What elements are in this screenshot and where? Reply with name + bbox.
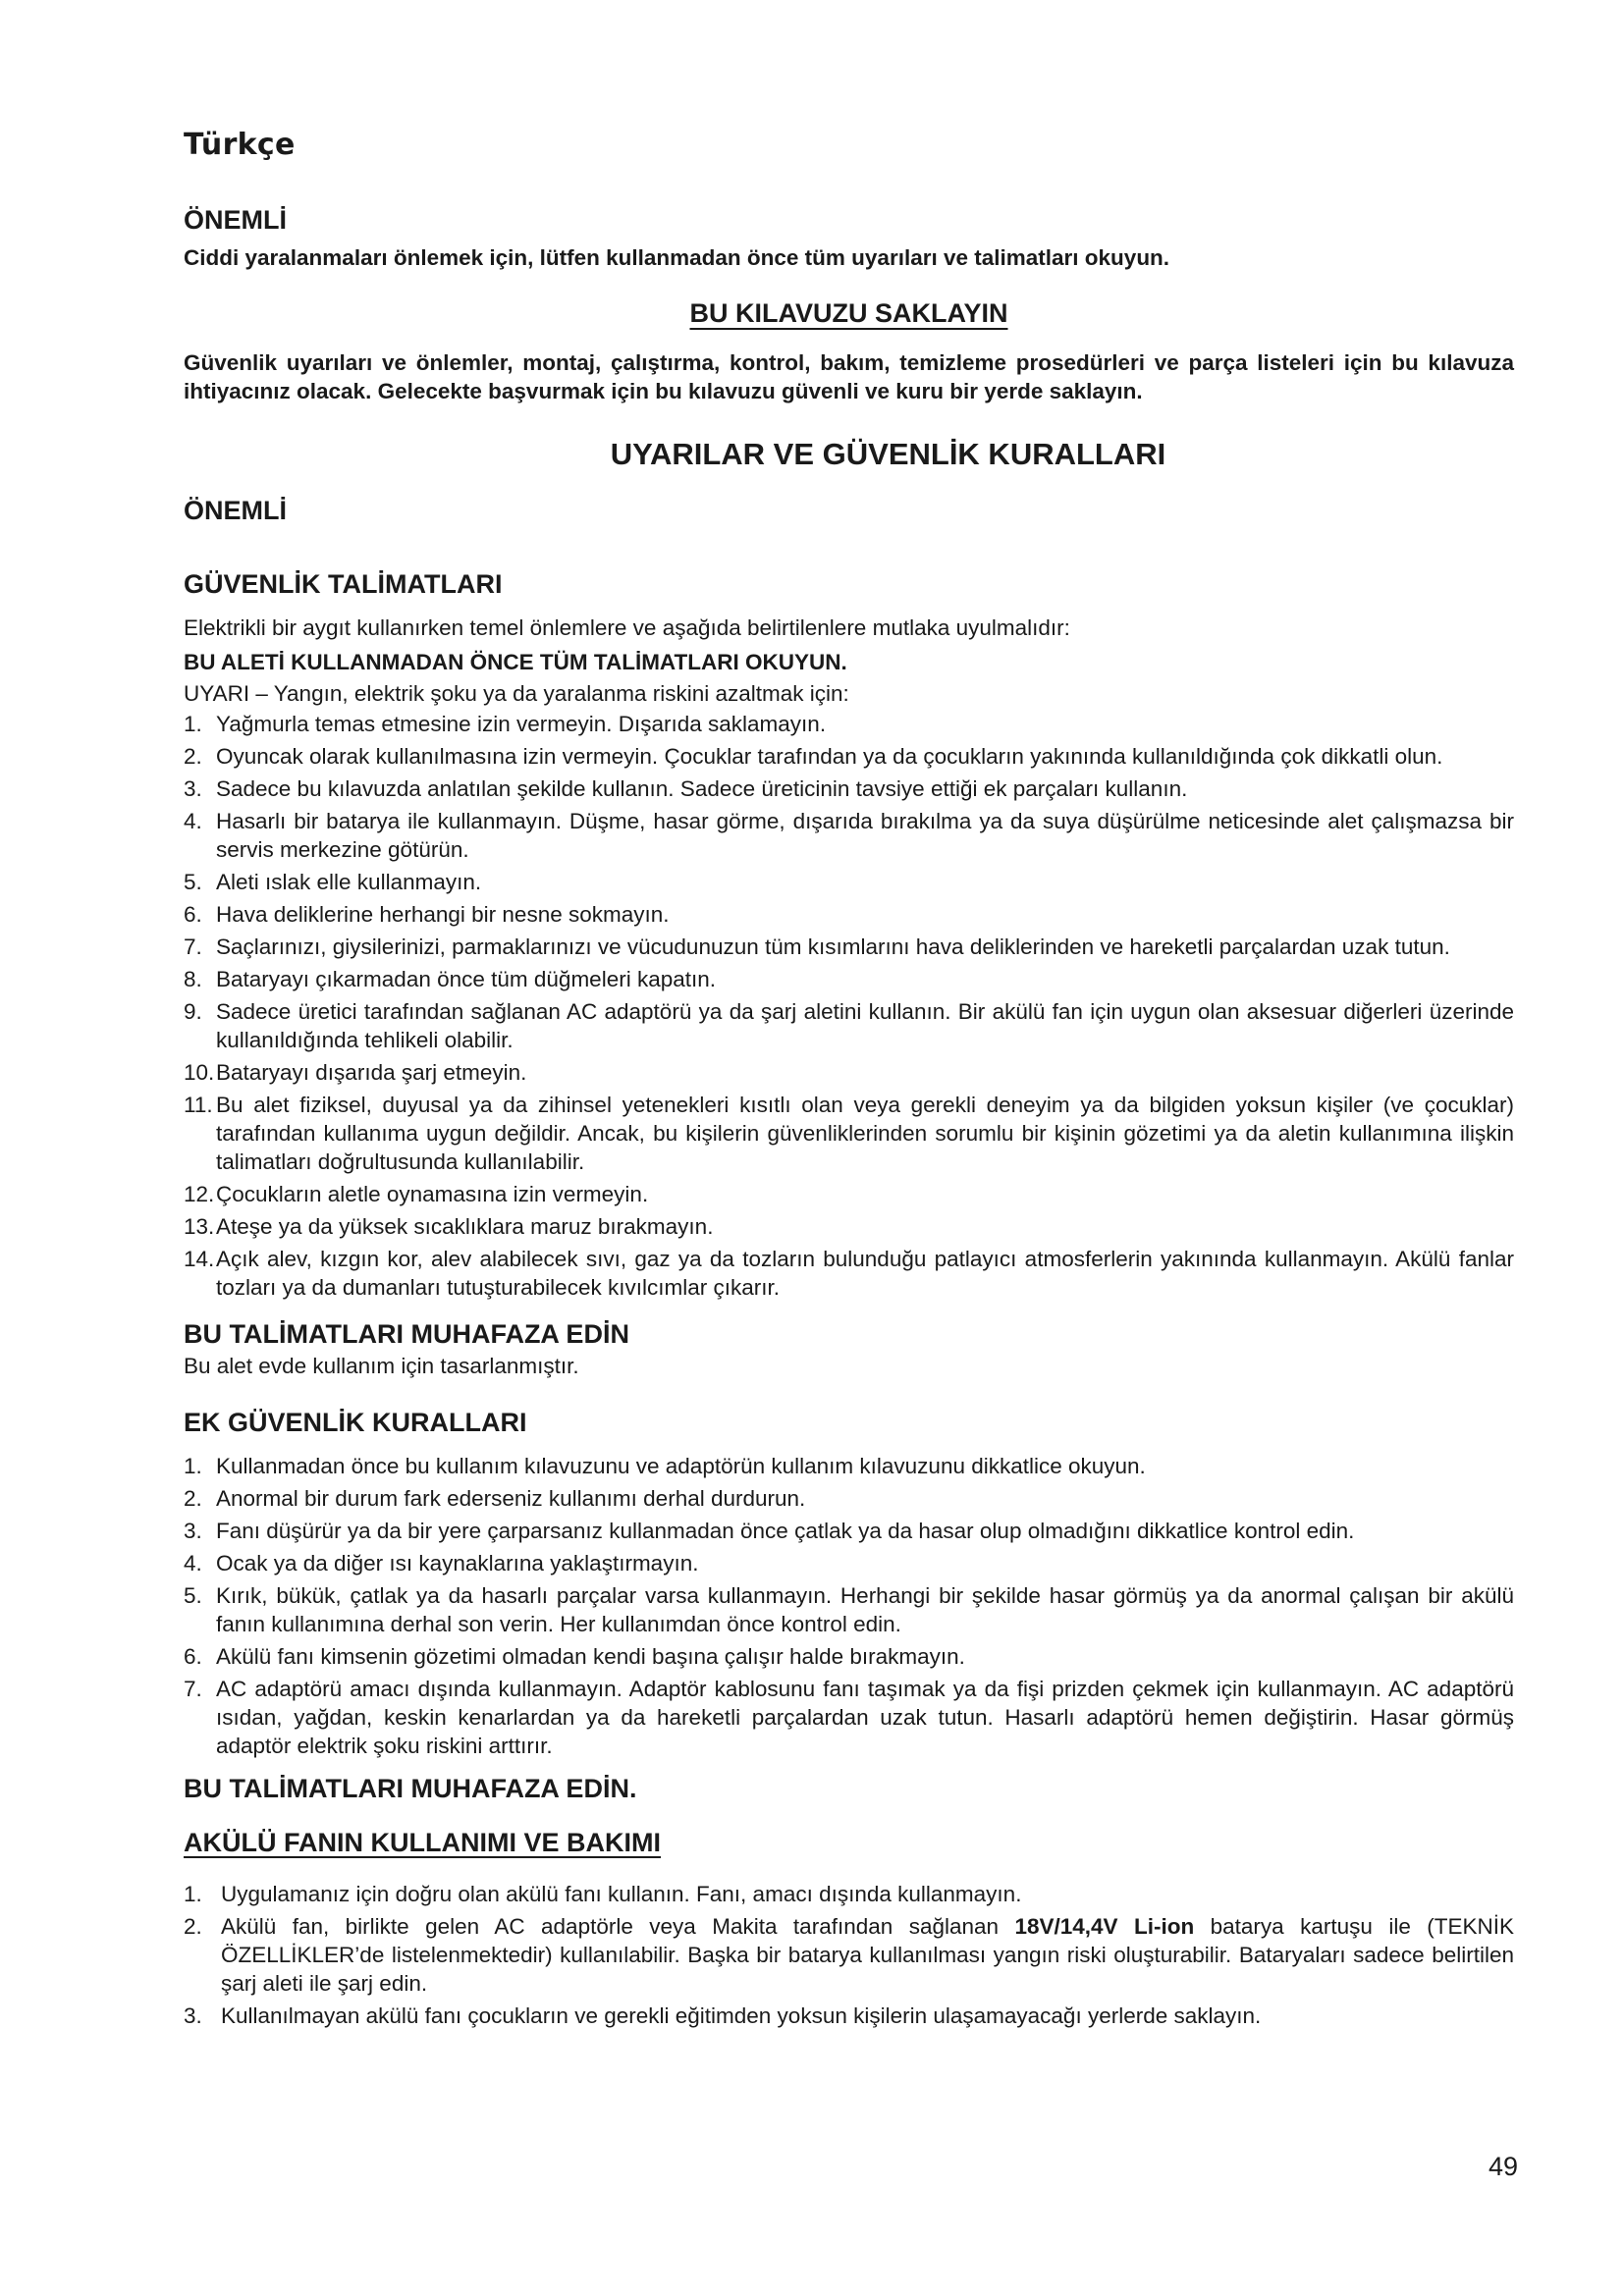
list-item xyxy=(184,997,1514,1054)
item-text-part: batarya kartuşu ile (TEKNİK ÖZELLİKLER’de listelenmektedir) kullanılabilir. Başka bir batarya kullanılması yangın riski oluşturabilir. Bataryaları sadece belirtilen şarj aleti ile şarj edin. xyxy=(221,1914,1515,1996)
item-number: 2. xyxy=(184,1914,202,1939)
list-item xyxy=(184,1675,1514,1760)
item-number: 7. xyxy=(184,1677,202,1701)
item-text: Açık alev, kızgın kor, alev alabilecek sıvı, gaz ya da tozların bulunduğu patlayıcı atmosferlerin yakınında kullanmayın. Akülü fanlar tozları ya da dumanları tutuşturabilecek kıvılcımlar çıkarır. xyxy=(216,1247,1514,1300)
language-heading: Türkçe xyxy=(184,128,296,162)
important-notice: Ciddi yaralanmaları önlemek için, lütfen kullanmadan önce tüm uyarıları ve talimatları okuyun. xyxy=(184,245,1170,270)
list-item xyxy=(184,1880,1514,1908)
item-text: Kullanmadan önce bu kullanım kılavuzunu ve adaptörün kullanım kılavuzunu dikkatlice okuyun. xyxy=(216,1454,1146,1478)
keep-manual-text: Güvenlik uyarıları ve önlemler, montaj, çalıştırma, kontrol, bakım, temizleme prosedürleri ve parça listeleri için bu kılavuza ihtiyacınız olacak. Gelecekte başvurmak için bu kılavuzu güvenli ve kuru bir yerde saklayın. xyxy=(184,350,1514,403)
page-number: 49 xyxy=(1488,2152,1518,2181)
item-text: Ateşe ya da yüksek sıcaklıklara maruz bırakmayın. xyxy=(216,1214,714,1239)
list-item xyxy=(184,900,1514,929)
list-item xyxy=(184,1180,1514,1208)
item-number: 5. xyxy=(184,1583,202,1608)
safety-intro: Elektrikli bir aygıt kullanırken temel önlemlere ve aşağıda belirtilenlere mutlaka uyulmalıdır: xyxy=(184,615,1070,640)
list-item xyxy=(184,1912,1514,1998)
item-text: Kullanılmayan akülü fanı çocukların ve gerekli eğitimden yoksun kişilerin ulaşamayacağı yerlerde saklayın. xyxy=(221,2003,1262,2028)
item-text: Aleti ıslak elle kullanmayın. xyxy=(216,870,482,894)
item-text: Uygulamanız için doğru olan akülü fanı kullanın. Fanı, amacı dışında kullanmayın. xyxy=(221,1882,1022,1906)
item-number: 4. xyxy=(184,1551,202,1575)
item-text: Yağmurla temas etmesine izin vermeyin. Dışarıda saklamayın. xyxy=(216,712,827,736)
safety-list xyxy=(184,710,1514,1302)
item-number: 14. xyxy=(184,1247,215,1271)
item-number: 9. xyxy=(184,999,202,1024)
item-number: 11. xyxy=(184,1093,213,1117)
list-item xyxy=(184,742,1514,771)
item-number: 7. xyxy=(184,934,202,959)
important-heading: ÖNEMLİ xyxy=(184,205,287,235)
list-item xyxy=(184,1212,1514,1241)
item-text: Hava deliklerine herhangi bir nesne sokmayın. xyxy=(216,902,670,927)
list-item xyxy=(184,1484,1514,1513)
item-text: Bu alet fiziksel, duyusal ya da zihinsel yetenekleri kısıtlı olan veya gerekli deneyim ya da bilgiden yoksun kişiler (ve çocuklar) tarafından kullanıma uygun değildir. Ancak, bu kişilerin güvenliklerinden sorumlu bir kişinin gözetimi ya da aletin kullanımına ilişkin talimatları doğrultusunda kullanılabilir. xyxy=(216,1093,1514,1174)
item-number: 1. xyxy=(184,712,202,736)
care-heading xyxy=(184,1828,1514,1858)
item-number: 6. xyxy=(184,1644,202,1669)
item-text xyxy=(221,1912,1514,1998)
important-heading-2: ÖNEMLİ xyxy=(184,496,287,525)
item-number: 1. xyxy=(184,1454,202,1478)
item-text: Sadece bu kılavuzda anlatılan şekilde kullanın. Sadece üreticinin tavsiye ettiği ek parçaları kullanın. xyxy=(216,776,1188,801)
additional-list xyxy=(184,1452,1514,1760)
list-item xyxy=(184,1452,1514,1480)
item-number: 8. xyxy=(184,967,202,991)
list-item xyxy=(184,1549,1514,1577)
item-text: Fanı düşürür ya da bir yere çarparsanız kullanmadan önce çatlak ya da hasar olup olmadığını dikkatlice kontrol edin. xyxy=(216,1519,1355,1543)
item-number: 3. xyxy=(184,1519,202,1543)
document-page xyxy=(184,128,1514,2034)
list-item xyxy=(184,1581,1514,1638)
warning-line: UYARI – Yangın, elektrik şoku ya da yaralanma riskini azaltmak için: xyxy=(184,681,849,706)
item-text: Hasarlı bir batarya ile kullanmayın. Düşme, hasar görme, dışarıda bırakılma ya da suya düşürülme neticesinde alet çalışmazsa bir servis merkezine götürün. xyxy=(216,809,1514,862)
item-text: Bataryayı çıkarmadan önce tüm düğmeleri kapatın. xyxy=(216,967,717,991)
list-item xyxy=(184,807,1514,864)
care-list xyxy=(184,1880,1514,2030)
item-number: 13. xyxy=(184,1214,215,1239)
item-number: 1. xyxy=(184,1882,202,1906)
list-item xyxy=(184,774,1514,803)
care-heading-label: AKÜLÜ FANIN KULLANIMI VE BAKIMI xyxy=(184,1828,661,1857)
read-all-instructions: BU ALETİ KULLANMADAN ÖNCE TÜM TALİMATLARI OKUYUN. xyxy=(184,650,847,674)
item-number: 4. xyxy=(184,809,202,833)
warnings-title-label: UYARILAR VE GÜVENLİK KURALLARI xyxy=(610,437,1166,471)
item-number: 3. xyxy=(184,776,202,801)
item-text: Ocak ya da diğer ısı kaynaklarına yaklaştırmayın. xyxy=(216,1551,699,1575)
list-item xyxy=(184,1642,1514,1671)
item-number: 5. xyxy=(184,870,202,894)
item-text: AC adaptörü amacı dışında kullanmayın. Adaptör kablosunu fanı taşımak ya da fişi prizden çekmek için kullanmayın. AC adaptörü ısıdan, yağdan, keskin kenarlardan ya da hareketli parçalardan uzak tutun. Hasarlı adaptörü hemen değiştirin. Hasar görmüş adaptör elektrik şoku riskini arttırır. xyxy=(216,1677,1514,1758)
additional-rules-heading: EK GÜVENLİK KURALLARI xyxy=(184,1408,527,1437)
item-text: Akülü fanı kimsenin gözetimi olmadan kendi başına çalışır halde bırakmayın. xyxy=(216,1644,965,1669)
item-text-part: Akülü fan, birlikte gelen AC adaptörle veya Makita tarafından sağlanan xyxy=(221,1914,1015,1939)
safety-instructions-heading: GÜVENLİK TALİMATLARI xyxy=(184,569,503,599)
item-text: Bataryayı dışarıda şarj etmeyin. xyxy=(216,1060,527,1085)
list-item xyxy=(184,2002,1514,2030)
list-item xyxy=(184,1091,1514,1176)
item-text: Oyuncak olarak kullanılmasına izin vermeyin. Çocuklar tarafından ya da çocukların yakınında kullanıldığında çok dikkatli olun. xyxy=(216,744,1443,769)
item-number: 12. xyxy=(184,1182,215,1206)
list-item xyxy=(184,933,1514,961)
save-instructions-heading: BU TALİMATLARI MUHAFAZA EDİN xyxy=(184,1319,629,1349)
warnings-title xyxy=(184,437,1514,472)
item-text: Anormal bir durum fark ederseniz kullanımı derhal durdurun. xyxy=(216,1486,806,1511)
list-item xyxy=(184,1245,1514,1302)
list-item xyxy=(184,1517,1514,1545)
save-instructions-heading-2: BU TALİMATLARI MUHAFAZA EDİN. xyxy=(184,1774,637,1803)
item-text: Kırık, bükük, çatlak ya da hasarlı parçalar varsa kullanmayın. Herhangi bir şekilde hasar görmüş ya da anormal çalışan bir akülü fanın kullanımına derhal son verin. Her kullanımdan önce kontrol edin. xyxy=(216,1583,1514,1636)
item-number: 2. xyxy=(184,1486,202,1511)
item-number: 3. xyxy=(184,2003,202,2028)
item-number: 10. xyxy=(184,1060,215,1085)
item-text: Saçlarınızı, giysilerinizi, parmaklarınızı ve vücudunuzun tüm kısımlarını hava deliklerinden ve hareketli parçalardan uzak tutun. xyxy=(216,934,1450,959)
list-item xyxy=(184,710,1514,738)
list-item xyxy=(184,1058,1514,1087)
list-item xyxy=(184,868,1514,896)
home-use-text: Bu alet evde kullanım için tasarlanmıştır. xyxy=(184,1354,579,1378)
keep-manual-heading xyxy=(184,298,1514,329)
battery-spec: 18V/14,4V Li-ion xyxy=(1014,1914,1195,1939)
item-number: 6. xyxy=(184,902,202,927)
list-item xyxy=(184,965,1514,993)
keep-manual-label: BU KILAVUZU SAKLAYIN xyxy=(689,298,1008,328)
item-number: 2. xyxy=(184,744,202,769)
item-text: Çocukların aletle oynamasına izin vermeyin. xyxy=(216,1182,649,1206)
item-text: Sadece üretici tarafından sağlanan AC adaptörü ya da şarj aletini kullanın. Bir akülü fan için uygun olan aksesuar diğerleri üzerinde kullanıldığında tehlikeli olabilir. xyxy=(216,999,1514,1052)
